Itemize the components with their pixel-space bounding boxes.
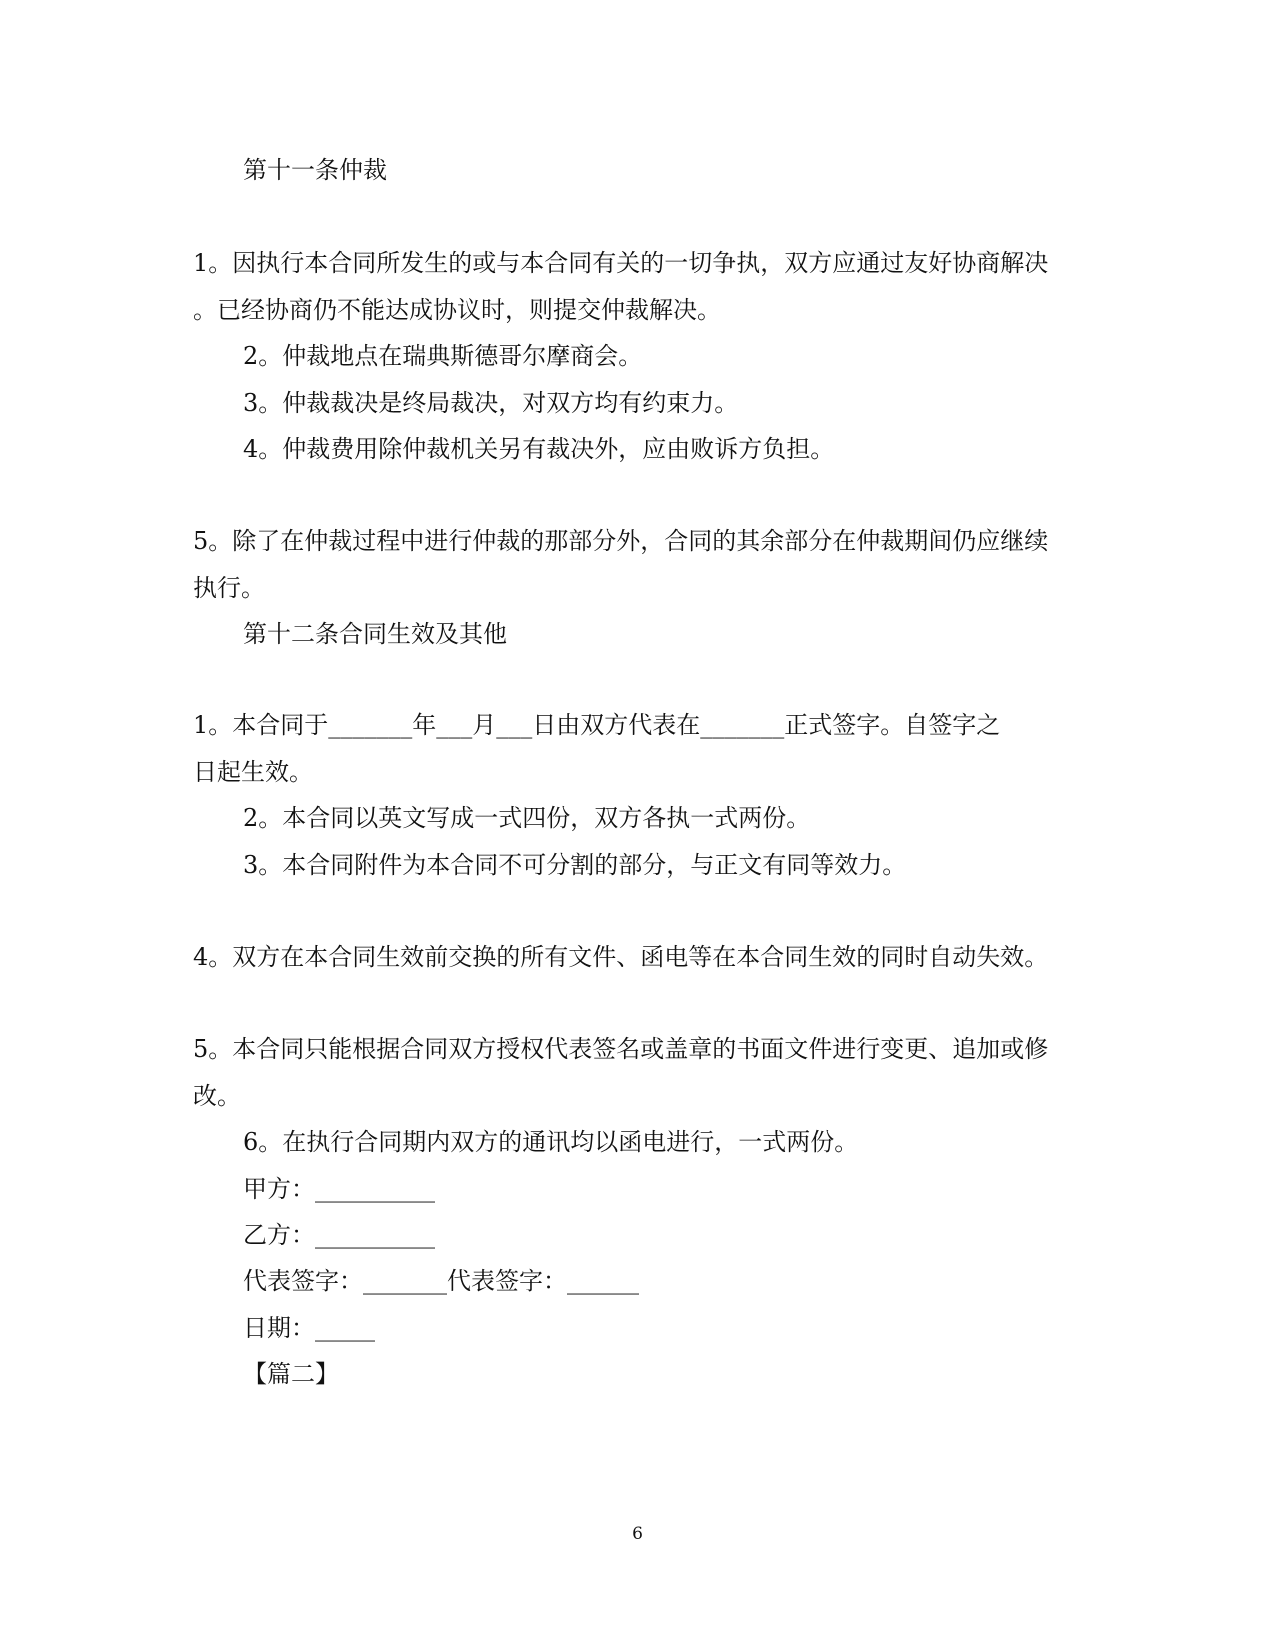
article-12-clause-6: 6。在执行合同期内双方的通讯均以函电进行，一式两份。 xyxy=(243,1128,859,1156)
representative-signatures-line: 代表签字：_______代表签字：______ xyxy=(243,1267,639,1295)
date-line: 日期：_____ xyxy=(243,1314,375,1342)
article-11-clause-5-line-1: 5。除了在仲裁过程中进行仲裁的那部分外，合同的其余部分在仲裁期间仍应继续 xyxy=(193,527,1049,555)
article-12-clause-1-line-2: 日起生效。 xyxy=(193,758,313,786)
article-11-clause-1-line-1: 1。因执行本合同所发生的或与本合同有关的一切争执，双方应通过友好协商解决 xyxy=(193,249,1049,277)
article-11-clause-1-line-2: 。已经协商仍不能达成协议时，则提交仲裁解决。 xyxy=(193,296,721,324)
article-12-clause-5-line-2: 改。 xyxy=(193,1082,241,1110)
article-11-clause-5-line-2: 执行。 xyxy=(193,574,265,602)
article-11-heading: 第十一条仲裁 xyxy=(243,156,387,184)
article-12-clause-1-line-1: 1。本合同于_______年___月___日由双方代表在_______正式签字。自签字之 xyxy=(193,711,1001,739)
article-12-clause-5-line-1: 5。本合同只能根据合同双方授权代表签名或盖章的书面文件进行变更、追加或修 xyxy=(193,1035,1049,1063)
section-two-heading: 【篇二】 xyxy=(243,1360,339,1388)
article-12-clause-4: 4。双方在本合同生效前交换的所有文件、函电等在本合同生效的同时自动失效。 xyxy=(193,943,1049,971)
party-a-signature-line: 甲方：__________ xyxy=(243,1175,435,1203)
article-11-clause-2: 2。仲裁地点在瑞典斯德哥尔摩商会。 xyxy=(243,342,643,370)
article-12-clause-2: 2。本合同以英文写成一式四份，双方各执一式两份。 xyxy=(243,804,811,832)
page-number: 6 xyxy=(632,1524,643,1544)
party-b-signature-line: 乙方：__________ xyxy=(243,1221,435,1249)
article-12-clause-3: 3。本合同附件为本合同不可分割的部分，与正文有同等效力。 xyxy=(243,851,907,879)
article-11-clause-3: 3。仲裁裁决是终局裁决，对双方均有约束力。 xyxy=(243,389,739,417)
article-11-clause-4: 4。仲裁费用除仲裁机关另有裁决外，应由败诉方负担。 xyxy=(243,435,835,463)
article-12-heading: 第十二条合同生效及其他 xyxy=(243,620,507,648)
